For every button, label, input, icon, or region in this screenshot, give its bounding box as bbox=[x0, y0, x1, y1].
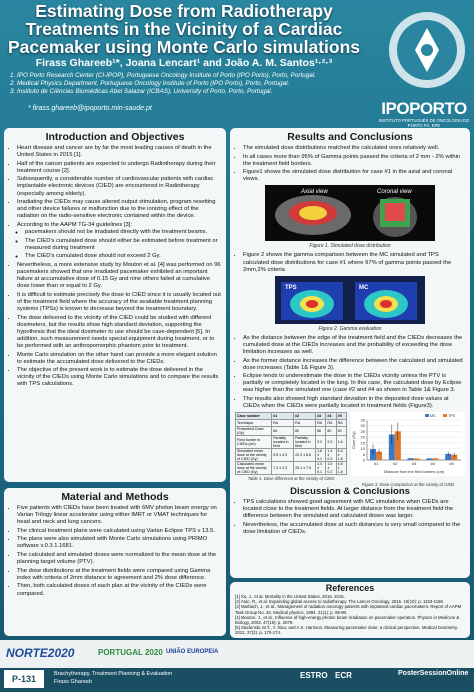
axial-view-label: Axial view bbox=[301, 189, 328, 196]
figure-2-description bbox=[235, 252, 465, 273]
results-table bbox=[235, 412, 347, 475]
mc-label: MC bbox=[359, 284, 369, 291]
table-header-cell: #3 bbox=[316, 413, 326, 420]
table-cell: RA bbox=[336, 420, 346, 427]
estro-logo: ESTRO bbox=[300, 671, 328, 680]
reference-item: [5] Studenski, M.T., Y. Xiao, and A.S. Harrison, Measuring pacemaker dose: a clinical perspective. Medical Dosimetry, 2012. 37(2): p. 170-174. bbox=[235, 625, 459, 636]
results-bullet: • In all cases more than 95% of Gamma points passed the criteria of 2 mm - 2% within the treatment field borders. bbox=[243, 154, 465, 168]
methods-bullet: • The dose distributions at the treatment fields were compared using Gamma index with criteria of 2mm distance to agreement and 2% dose difference. bbox=[17, 568, 221, 582]
intro-bullet: • Subsequently, a considerable number of cardiovascular patients with cardiac implantable electronic devices (CIED) are encountered in Radiotherapy (especially among elderly). bbox=[17, 176, 221, 197]
presenter-name: Firass Ghareeb bbox=[54, 679, 92, 685]
table-cell: RA bbox=[326, 420, 336, 427]
table-cell: 50 bbox=[336, 427, 346, 436]
discussion-bullet: • TPS calculations showed good agreement with MC simulations when CIEDs are located close to the treatment fields. At larger distance from the treatment field the difference between the simulated and calculated doses was larger. bbox=[243, 499, 465, 520]
eu-logo: UNIÃO EUROPEIA bbox=[166, 649, 219, 655]
methods-bullet: • The calculated and simulated doses were normalized to the mean dose at the planning target volume (PTV). bbox=[17, 552, 221, 566]
table-cell: 60 bbox=[326, 427, 336, 436]
table-header-row bbox=[236, 413, 347, 420]
table-cell: 1.6 ± 0.1 bbox=[316, 449, 326, 462]
y-tick-label: 5 bbox=[362, 451, 365, 457]
author-list: Firass Ghareeb¹*, Joana Lencart¹ and João A. M. Santos¹·²·³ bbox=[35, 57, 333, 69]
table-cell: 9.5 ± 4.3 bbox=[272, 449, 294, 462]
table-cell: Technique bbox=[236, 420, 272, 427]
methods-bullet: • Then, both calculated doses of each plan at the vicinity of the CIEDs were compared. bbox=[17, 583, 221, 597]
intro-bullet: • Half of the cancer patients are expected to undergo Radiotherapy during their treatment course [2]. bbox=[17, 161, 221, 175]
discussion-body bbox=[235, 499, 465, 536]
figure-1 bbox=[265, 185, 435, 241]
results-bullet: • The simulated dose distributions matched the calculated ones relatively well. bbox=[243, 145, 465, 152]
reference-item: [3] Marbach, J., et al., Management of radiation oncology patients with implanted cardiac pacemakers: Report of AAPM Task Group No. 34. Medical physics, 1994. 21(1): p. 85-90. bbox=[235, 604, 462, 615]
intro-heading: Introduction and Objectives bbox=[45, 131, 185, 143]
methods-panel bbox=[4, 488, 226, 636]
methods-bullet: • The plans were also simulated with Monte Carlo simulations using PRIMO software v.0.3.1.1681. bbox=[17, 536, 221, 550]
table-row bbox=[236, 420, 347, 427]
x-tick-label: #3 bbox=[411, 461, 417, 467]
intro-sub-bullet: ◦ The CIED's cumulated dose should not exceed 2 Gy. bbox=[25, 253, 221, 260]
discussion-heading: Discussion & Conclusions bbox=[290, 486, 410, 498]
intro-sub-bullet: ◦ The CIED's cumulated dose should either be estimated before treatment or measured during treatment bbox=[25, 238, 221, 252]
table-cell: 66 bbox=[316, 427, 326, 436]
legend-swatch bbox=[425, 414, 429, 417]
intro-bullet: • Monte Carlo simulation on the other hand can provide a more elegant solution to estimate the accumulated dose delivered to the CIEDs. bbox=[17, 352, 221, 366]
methods-body bbox=[9, 505, 221, 598]
affiliation-3: 3. Instituto de Ciências Biomédicas Abel Salazar (ICBAS), University of Porto, Porto, Portugal. bbox=[10, 88, 273, 96]
figure-1-caption: Figure 1. Simulated dose distribution bbox=[309, 243, 391, 250]
legend-swatch bbox=[443, 414, 447, 417]
bar-tps bbox=[432, 458, 438, 460]
intro-bullet: • The dose delivered to the vicinity of the CIED could be studied with different dosimeters, but the results show high standard deviation, supporting the hypothesis that the ideal dosimeter to use should be case-dependent [5]. In addition, such measurement needs special equipment during treatment, or to be performed with an anthropomorphic phantom prior to treatment. bbox=[17, 315, 221, 350]
figure-3-caption: Figure 3. Dose Comparison at the vicinity of CIED bbox=[361, 482, 455, 488]
legend-label: MC bbox=[430, 414, 436, 419]
x-axis-label: Distance from the field borders (cm) bbox=[383, 470, 445, 475]
bar-mc bbox=[426, 459, 432, 461]
affiliation-2: 2. Medical Physics Department, Portuguese Oncology Institute of Porto (IPO Porto), Porto, Portugal. bbox=[10, 80, 290, 88]
references-heading: References bbox=[325, 583, 375, 593]
y-tick-label: 0 bbox=[362, 457, 365, 463]
intro-bullet bbox=[17, 222, 221, 260]
contact-email: * firass.ghareeb@ipoporto.min-saude.pt bbox=[28, 105, 152, 112]
results-body bbox=[235, 145, 465, 183]
table-cell: 60 bbox=[294, 427, 316, 436]
table-cell: RA bbox=[294, 420, 316, 427]
results-bullet: • As the former distance increases the difference between the calculated and simulated dose increases (Table 1& Figure 3). bbox=[243, 358, 465, 372]
table-cell: 1.4 ± 0.2 bbox=[326, 449, 336, 462]
results-bullet: • Eclipse tends to underestimate the dose in the CIEDs vicinity unless the PTV is partially or completely located in the lung. In this case, the calculated dose by Eclipse was higher than the simulated one (case #2 and #4 as shown in Table 1& Figure 3. bbox=[243, 373, 465, 394]
y-tick-label: 15 bbox=[360, 440, 365, 446]
table-cell: Simulated mean dose at the vicinity of CIED (Gy) bbox=[236, 449, 272, 462]
references-panel bbox=[230, 582, 470, 638]
intro-bullet: • The objective of the present work is to estimate the dose delivered in the vicinity of the CIEDs using Monte Carlo simulations and to compare the results with TPS calculations. bbox=[17, 367, 221, 388]
tps-label: TPS bbox=[285, 284, 297, 291]
results-mid bbox=[235, 335, 465, 410]
bar-tps bbox=[414, 459, 420, 461]
table-cell: 22.3 ± 8.6 bbox=[294, 449, 316, 462]
chart-background bbox=[351, 412, 465, 476]
table-header-cell: #4 bbox=[326, 413, 336, 420]
table-cell: 5.4 ± 1.6 bbox=[336, 449, 346, 462]
intro-bullet-text: According to the AAPM TG-34 guidelines [3]: bbox=[17, 221, 132, 228]
table-row bbox=[236, 462, 347, 475]
results-bullet: • The results also showed high standard deviation in the deposited dose values at CIEDs when the CIEDs were partially located in treatment fields (Figure3). bbox=[243, 396, 465, 410]
reference-item: [2] Atun, R., et al. Expanding global access to radiotherapy. The Lancet Oncology, 2015. 16(10): p. 1153-1186. bbox=[235, 599, 445, 605]
table-cell: 66 bbox=[272, 427, 294, 436]
table-cell: RA bbox=[272, 420, 294, 427]
ipo-porto-wordmark: IPOPORTO bbox=[381, 99, 467, 118]
table-cell: 2.0 bbox=[326, 436, 336, 449]
poster-session-online-logo: PosterSessionOnline bbox=[398, 670, 469, 677]
results-heading: Results and Conclusions bbox=[287, 131, 413, 143]
discussion-bullet: • Nevertheless, the accumulated dose at such distances is very small compared to the dose limitation of CIEDs. bbox=[243, 522, 465, 536]
affiliation-1: 1. IPO Porto Research Center (CI-IPOP), Portuguese Oncology Institute of Porto (IPO Porto), Porto, Portugal. bbox=[10, 72, 316, 79]
ipo-porto-subtitle: INSTITUTO PORTUGUÊS DE ONCOLOGIA DO PORTO FG, EPE bbox=[378, 118, 470, 128]
reference-item: [1] Xu, J., et al. Mortality in the United States, 2015. 2016. bbox=[235, 594, 345, 599]
table-header-cell: #5 bbox=[336, 413, 346, 420]
figure-3 bbox=[351, 412, 465, 490]
figure-2 bbox=[275, 276, 425, 324]
intro-body bbox=[9, 145, 221, 389]
intro-panel bbox=[4, 128, 226, 482]
poster-category bbox=[54, 670, 172, 686]
reference-item: [4] Mouton, J., et al., Influence of high-energy photon beam irradiation on pacemaker operation. Physics in Medicine & Biology, 2002. 47(16): p. 2879. bbox=[235, 614, 460, 626]
table-cell: 4.5 ± 1.8 bbox=[336, 462, 346, 475]
y-tick-label: 20 bbox=[360, 434, 365, 440]
table-header-cell: #2 bbox=[294, 413, 316, 420]
y-tick-label: 25 bbox=[360, 429, 365, 435]
table-cell: 1.5 ± 0.2 bbox=[326, 462, 336, 475]
results-bullet: • Figure1 shows the simulated dose distribution for case #1 in the axial and coronal views. bbox=[243, 169, 465, 183]
table-row bbox=[236, 436, 347, 449]
table-cell: Prescribed Dose (Gy) bbox=[236, 427, 272, 436]
intro-sub-bullet: ◦ pacemakers should not be irradiated directly with the treatment beams. bbox=[25, 229, 221, 236]
table-1 bbox=[235, 412, 347, 484]
x-tick-label: #2 bbox=[392, 461, 398, 467]
dose-comparison-chart bbox=[351, 412, 465, 476]
table-cell: 7.3 ± 2.3 bbox=[272, 462, 294, 475]
y-tick-label: 35 bbox=[360, 417, 365, 423]
intro-bullet: • Heart disease and cancer are by far the most leading causes of death in the United States in 2015 [1]. bbox=[17, 145, 221, 159]
intro-bullet: • Irradiating the CIEDs may cause altered output stimulation, program resetting and other device failures or malfunction due to the ionizing effect of the radiation on the radio-sensitive electronic contained within the device. bbox=[17, 199, 221, 220]
intro-bullet: • Nevertheless, a more extensive study by Mouton et al. [4] was performed on 96 pacemakers showed that one irradiated pacemaker exhibited an important failure at accumulative dose of 0.15 Gy and nine others failed at cumulative dose lower than or equal to 2 Gy. bbox=[17, 262, 221, 290]
table-cell: 1.6 bbox=[336, 436, 346, 449]
x-tick-label: #5 bbox=[449, 461, 454, 467]
table-cell: 25.1 ± 7.9 bbox=[294, 462, 316, 475]
poster-number: P-131 bbox=[4, 670, 44, 688]
results-bullet: • As the distance between the edge of the treatment field and the CIEDs decreases the cumulated dose at the CIEDs increases and the probability of exceeding the dose limitation increases as well. bbox=[243, 335, 465, 356]
y-tick-label: 30 bbox=[360, 423, 365, 429]
y-tick-label: 10 bbox=[360, 446, 365, 452]
norte2020-logo: NORTE2020 bbox=[6, 646, 75, 660]
intro-bullet: • It is difficult to estimate precisely the dose to CIED since it is usually located out of the treatment field where the accuracy of the available treatment planning systems (TPSs) is known to decrease beyond the treatment boundary. bbox=[17, 292, 221, 313]
gamma-evaluation-image bbox=[275, 276, 425, 324]
bar-mc bbox=[408, 458, 414, 460]
table-header-cell: Case number bbox=[236, 413, 272, 420]
table-cell: Field border to CIEDs (cm) bbox=[236, 436, 272, 449]
results-panel bbox=[230, 128, 470, 578]
affiliations bbox=[10, 72, 350, 97]
table-row bbox=[236, 427, 347, 436]
methods-bullet: • The clinical treatment plans were calculated using Varian Eclipse TPS v 13.5. bbox=[17, 528, 221, 535]
ecr-logo: ECR bbox=[335, 671, 352, 680]
table-and-chart bbox=[235, 412, 465, 488]
table-header-cell: #1 bbox=[272, 413, 294, 420]
category-text: Brachytherapy, Treatment Planning & Evaluation bbox=[54, 671, 173, 677]
y-axis-label: Dose (Gy) bbox=[352, 431, 356, 449]
references-list bbox=[235, 594, 465, 636]
portugal2020-logo: PORTUGAL 2020 bbox=[98, 648, 163, 657]
legend-label: TPS bbox=[448, 414, 456, 419]
poster-title: Estimating Dose from Radiotherapy Treatments in the Vicinity of a Cardiac Pacemaker using Monte Carlo simulations bbox=[7, 1, 361, 57]
methods-bullet: • Five patients with CIEDs have been treated with 6MV photon beam energy on Varian Trilogy linear accelerator using either IMRT or VMAT techniques for head and neck and lung cancers. bbox=[17, 505, 221, 526]
methods-heading: Material and Methods bbox=[61, 491, 169, 503]
x-tick-label: #4 bbox=[430, 461, 436, 467]
dose-distribution-image bbox=[265, 185, 435, 241]
x-tick-label: #1 bbox=[374, 461, 379, 467]
table-cell: Partially located in field bbox=[294, 436, 316, 449]
figure-2-caption: Figure 2. Gamma evaluation bbox=[318, 325, 382, 332]
table-cell: RA bbox=[316, 420, 326, 427]
table-cell: Partially located in field bbox=[272, 436, 294, 449]
coronal-view-label: Coronal view bbox=[377, 189, 412, 196]
table-cell: Calculated mean dose at the vicinity of CIED (Gy) bbox=[236, 462, 272, 475]
table-1-caption: Table 1. Dose difference at the vicinity of CIED bbox=[247, 476, 335, 482]
table-cell: 1.4 ± 0.1 bbox=[316, 462, 326, 475]
results-bullet: • Figure 2 shows the gamma comparison between the MC simulated and TPS calculated dose distributions for case #1 where 97% of gamma points passed the 2mm,2% criteria bbox=[243, 252, 465, 273]
table-cell: 3.2 bbox=[316, 436, 326, 449]
table-row bbox=[236, 449, 347, 462]
